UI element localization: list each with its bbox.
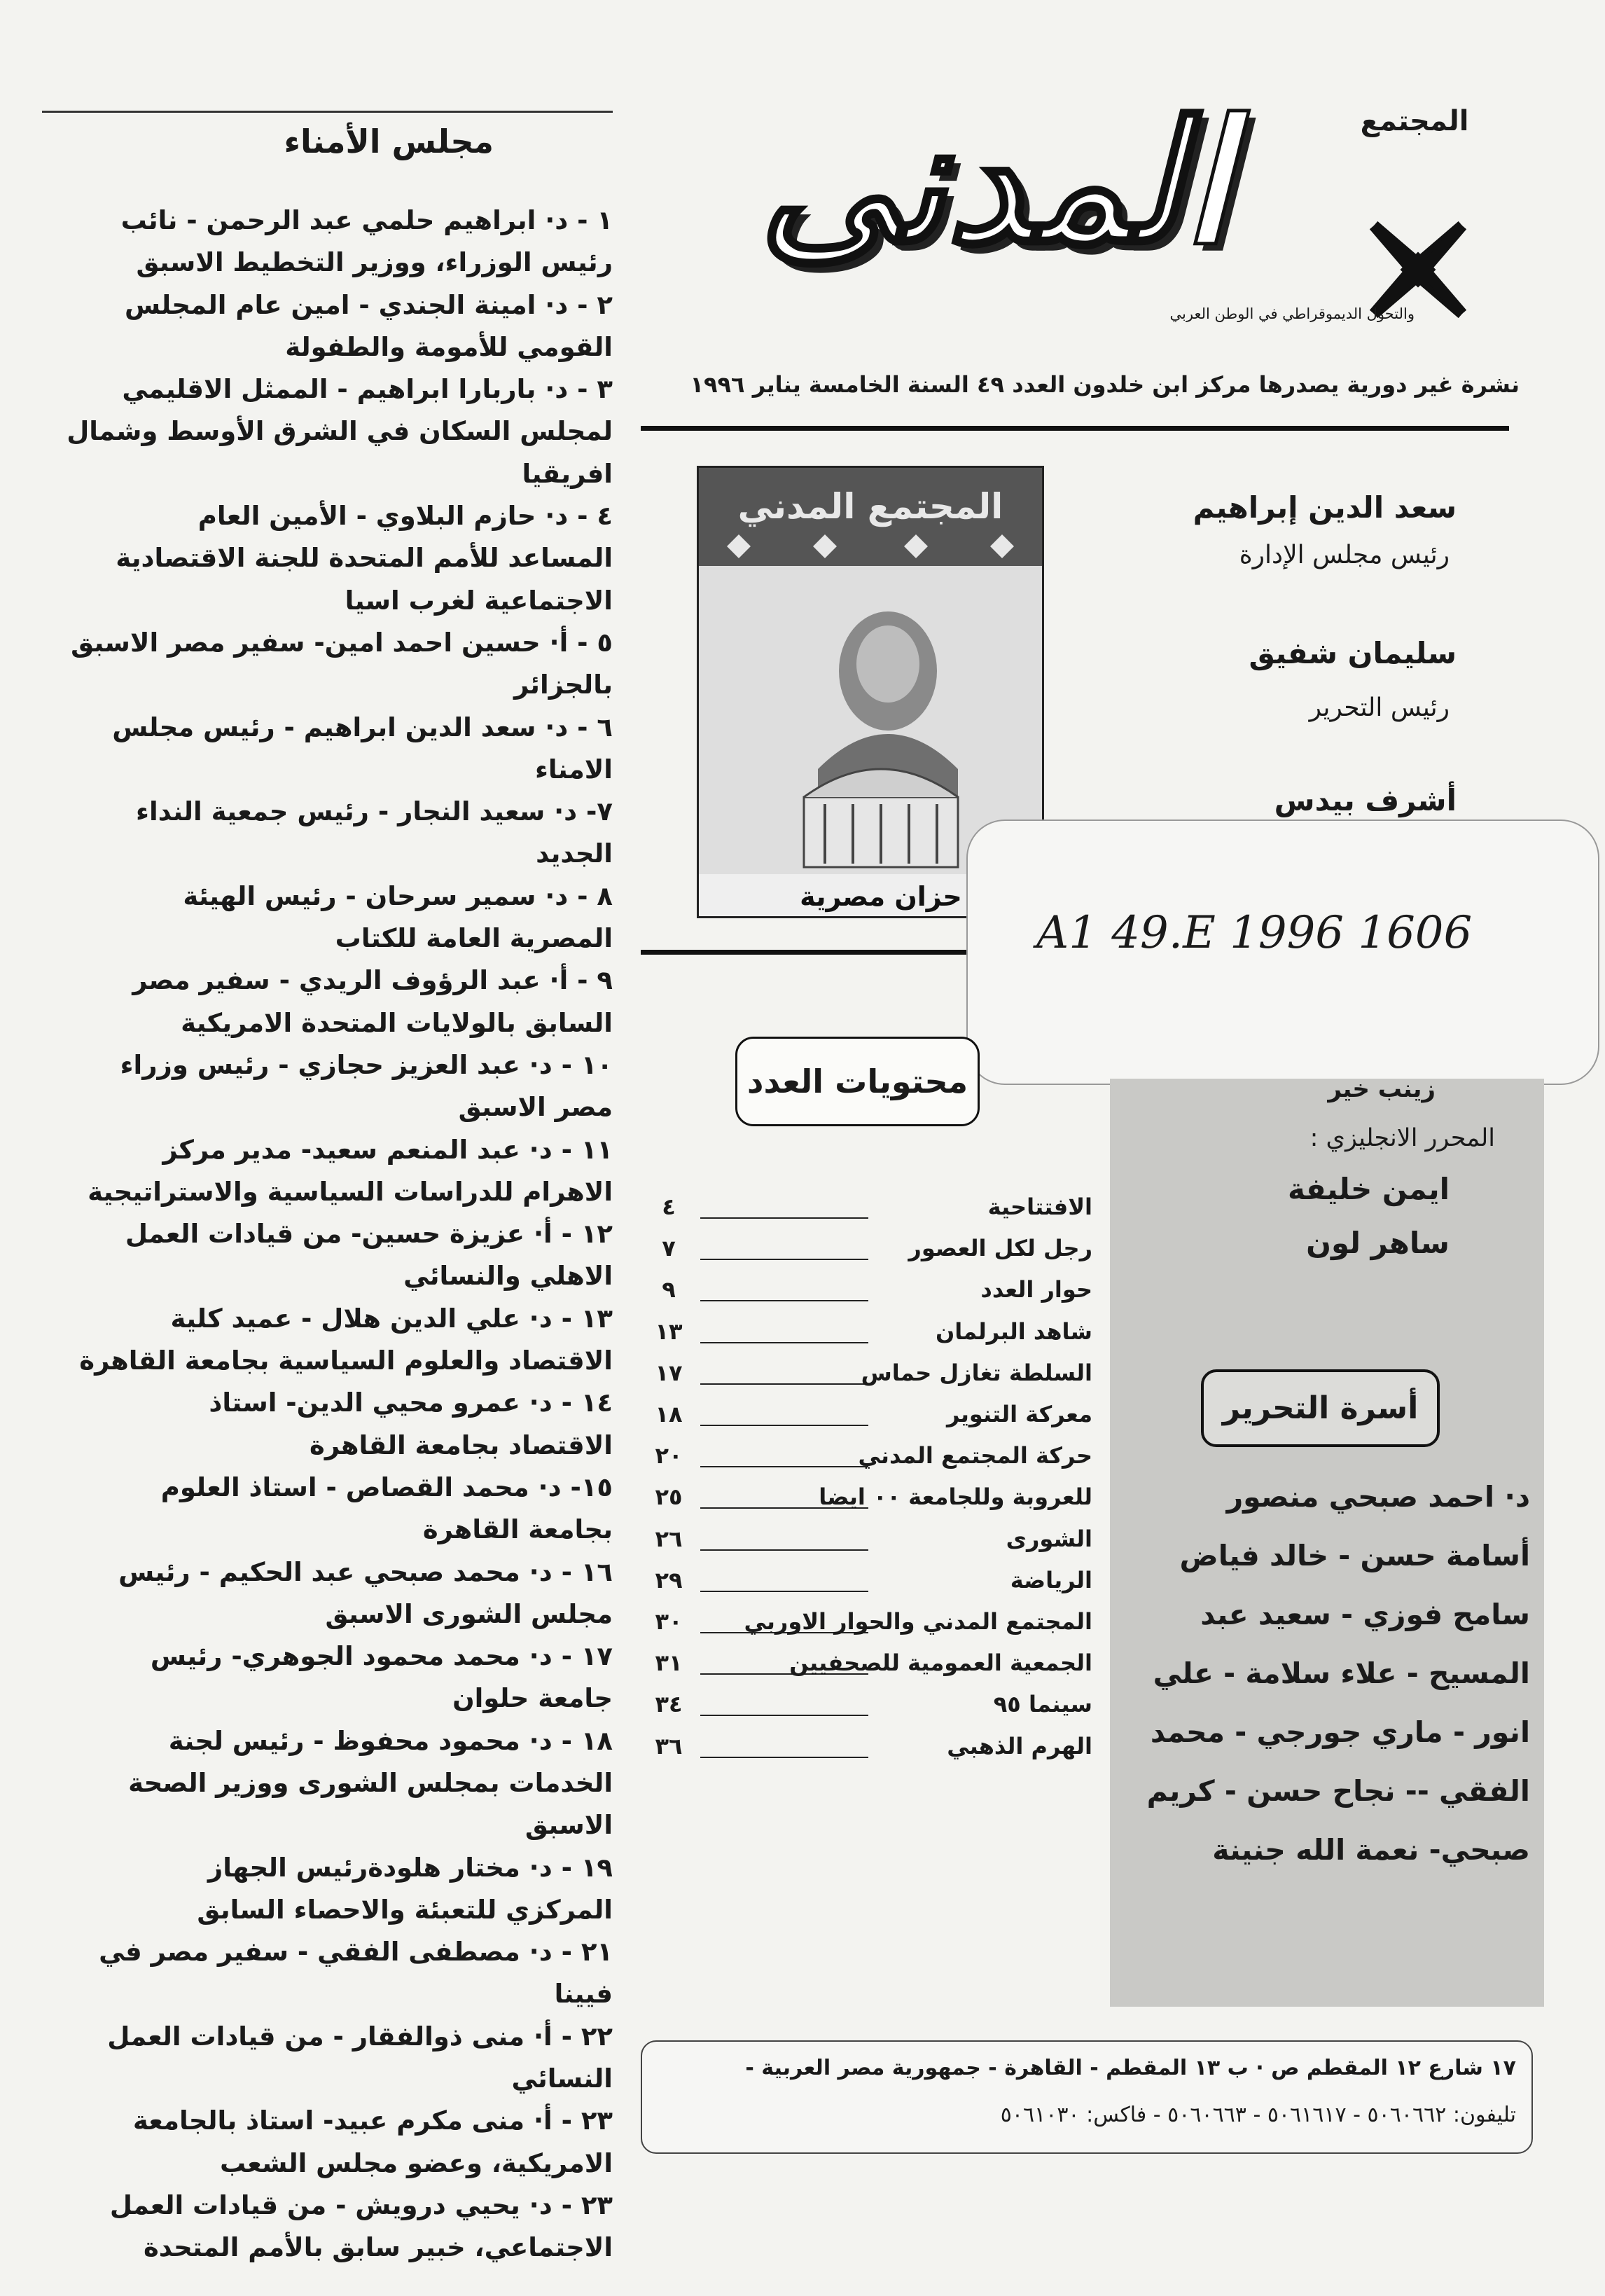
toc-item-page: ١٧ [655, 1359, 683, 1386]
editorial-family-line: الفقي -- نجاح حسن - كريم [1146, 1774, 1530, 1808]
toc-item-title: الهرم الذهبي [947, 1732, 1092, 1759]
board-member-line: ٤ - د· حازم البلاوي - الأمين العام [197, 501, 613, 532]
toc-item-title: معركة التنوير [946, 1401, 1092, 1427]
toc-item [644, 1650, 1092, 1685]
toc-item [644, 1484, 1092, 1519]
board-member-line: الاهلي والنسائي [403, 1261, 613, 1292]
phone-fax-line: تليفون: ٥٠٦٠٦٦٢ - ٥٠٦١٦١٧ - ٥٠٦٠٦٦٣ - فاكس: ٥٠٦١٠٣٠ [1000, 2103, 1516, 2127]
board-member-line: ٢١ - د· مصطفى الفقي - سفير مصر في [99, 1937, 613, 1967]
board-member-line: ٩ - أ· عبد الرؤوف الريدي - سفير مصر [132, 965, 613, 996]
toc-item-title: للعروبة وللجامعة ٠٠ ايضا [819, 1484, 1092, 1511]
board-member-line: الخدمات بمجلس الشورى ووزير الصحة الاسبق [128, 1767, 613, 1841]
board-member-line: بالجزائر [514, 670, 613, 700]
toc-item [644, 1318, 1092, 1353]
board-member-line: ١٧ - د· محمد محمود الجوهري- رئيس [150, 1641, 613, 1672]
board-member-line: المركزي للتعبئة والاحصاء السابق [197, 1894, 613, 1925]
toc-item-page: ١٣ [655, 1318, 683, 1345]
staff-name-third: أشرف بيدس [1274, 783, 1457, 817]
archive-stamp-text: A1 49.E 1996 1606 [1036, 907, 1473, 959]
board-member-line: ١٩ - د· مختار هلودةرئيس الجهاز [207, 1852, 613, 1883]
board-top-rule [42, 111, 613, 113]
board-member-line: ١٤ - د· عمرو محيي الدين- استاذ [209, 1388, 613, 1418]
staff-name-editor: سليمان شفيق [1249, 636, 1457, 670]
toc-item-title: سينما ٩٥ [993, 1691, 1092, 1718]
toc-item-page: ٤ [662, 1194, 676, 1220]
board-member-line: المصرية العامة للكتاب [335, 923, 613, 954]
board-member-line: ١٦ - د· محمد صبحي عبد الحكيم - رئيس [118, 1556, 613, 1587]
logo-tagline: والتحول الديموقراطي في الوطن العربي [1169, 305, 1415, 322]
editorial-family-line: المسيح - علاء سلامة - علي [1153, 1657, 1530, 1690]
toc-item-page: ٢٥ [655, 1484, 683, 1511]
board-member-line: ٨ - د· سمير سرحان - رئيس الهيئة [183, 880, 613, 911]
english-editor-label: المحرر الانجليزي : [1309, 1124, 1495, 1152]
toc-item-title: رجل لكل العصور [908, 1235, 1092, 1262]
board-member-line: الامناء [534, 754, 613, 784]
board-member-line: ٣ - د· باربارا ابراهيم - الممثل الاقليمي [122, 374, 613, 405]
board-member-line: ١ - د· ابراهيم حلمي عبد الرحمن - نائب [120, 205, 613, 235]
contents-title: محتويات العدد [735, 1037, 980, 1126]
toc-item-title: الجمعية العمومية للصحفيين [789, 1650, 1092, 1677]
toc-item-title: الشورى [1006, 1525, 1092, 1552]
board-member-line: رئيس الوزراء، ووزير التخطيط الاسبق [136, 247, 613, 278]
editorial-family-line: أسامة حسن - خالد فياض [1179, 1539, 1530, 1572]
toc-item-page: ٣٠ [655, 1608, 683, 1635]
board-member-line: الامريكية، وعضو مجلس الشعب [220, 2148, 613, 2178]
board-member-line: الجديد [536, 838, 613, 869]
logo-top-word: المجتمع [1360, 105, 1469, 137]
masthead-rule [641, 426, 1509, 431]
board-member-line: ٥ - أ· حسين احمد امين- سفير مصر الاسبق [71, 627, 613, 658]
toc-item-title: الافتتاحية [987, 1194, 1092, 1220]
board-member-line: ٢٣ - أ· منى مكرم عبيد- استاذ بالجامعة [132, 2105, 613, 2136]
english-editor-1: ايمن خليفة [1288, 1172, 1450, 1206]
toc-item-page: ٣٤ [655, 1691, 683, 1718]
board-member-line: ١٥- د· محمد القصاص - استاذ العلوم [160, 1472, 613, 1502]
board-member-line: افريقيا [522, 458, 613, 489]
board-member-line: المساعد للأمم المتحدة للجنة الاقتصادية [116, 543, 613, 574]
board-member-line: لمجلس السكان في الشرق الأوسط وشمال [67, 416, 613, 447]
staff-name-chairman: سعد الدين إبراهيم [1193, 490, 1457, 525]
board-member-line: ٦ - د· سعد الدين ابراهيم - رئيس مجلس [112, 712, 613, 742]
toc-item-page: ٩ [662, 1276, 676, 1303]
cover-masthead-text: المجتمع المدني [737, 486, 1003, 527]
editorial-family-list [1117, 1467, 1530, 1879]
board-member-line: مجلس الشورى الاسبق [325, 1598, 613, 1629]
board-member-line: الاقتصاد بجامعة القاهرة [310, 1430, 613, 1460]
board-member-line: ١٨ - د· محمود محفوظ - رئيس لجنة [168, 1725, 613, 1756]
board-member-line: ٢٢ - أ· منى ذوالفقار - من قيادات العمل [107, 2021, 613, 2052]
toc-item-title: حركة المجتمع المدني [858, 1442, 1092, 1469]
board-member-line: ١٠ - د· عبد العزيز حجازي - رئيس وزراء [120, 1049, 613, 1080]
board-member-line: فيينا [554, 1979, 613, 2010]
board-members-list [35, 200, 613, 2269]
board-member-line: جامعة حلوان [452, 1683, 613, 1714]
board-member-line: القومي للأمومة والطفولة [285, 331, 613, 362]
editorial-family-line: انور - ماري جورجي - محمد [1150, 1715, 1530, 1749]
board-member-line: الاهرام للدراسات السياسية والاستراتيجية [88, 1176, 613, 1207]
toc-item [644, 1194, 1092, 1229]
toc-item [644, 1360, 1092, 1395]
board-member-line: السابق بالولايات المتحدة الامريكية [181, 1007, 613, 1038]
editorial-partial-name: زينب خير [1328, 1082, 1436, 1103]
toc-item-page: ٧ [662, 1235, 676, 1262]
board-member-line: الاجتماعي، خبير سابق بالأمم المتحدة [143, 2232, 613, 2263]
toc-item-title: حوار العدد [980, 1276, 1092, 1303]
toc-item [644, 1608, 1092, 1643]
editorial-family-title: أسرة التحرير [1201, 1369, 1440, 1447]
editorial-family-line: سامح فوزي - سعيد عبد [1200, 1598, 1530, 1631]
board-title: مجلس الأمناء [284, 123, 494, 160]
toc-item-title: شاهد البرلمان [935, 1318, 1092, 1345]
toc-item [644, 1733, 1092, 1768]
toc-item [644, 1442, 1092, 1477]
board-member-line: ١٢ - أ· عزيزة حسين- من قيادات العمل [125, 1219, 613, 1250]
toc-item [644, 1235, 1092, 1270]
english-editor-2: ساهر لون [1306, 1226, 1450, 1260]
issue-info: نشرة غير دورية يصدرها مركز ابن خلدون العدد ٤٩ السنة الخامسة يناير ١٩٩٦ [690, 371, 1520, 398]
toc-item-page: ١٨ [655, 1401, 683, 1427]
toc-item-page: ٢٠ [655, 1442, 683, 1469]
toc-item-title: المجتمع المدني والحوار الاوربي [744, 1608, 1092, 1635]
toc-item-title: الرياضة [1010, 1566, 1092, 1593]
address-line: ١٧ شارع ١٢ المقطم ص · ب ١٣ المقطم - القاهرة - جمهورية مصر العربية - [745, 2056, 1516, 2080]
board-member-line: بجامعة القاهرة [422, 1514, 613, 1545]
staff-role-editor: رئيس التحرير [1309, 693, 1450, 722]
editorial-family-line: د· احمد صبحي منصور [1226, 1480, 1530, 1514]
toc-item-page: ٢٦ [655, 1525, 683, 1552]
board-member-line: النسائي [511, 2063, 613, 2094]
toc-item-page: ٣١ [655, 1650, 683, 1677]
toc-item [644, 1691, 1092, 1726]
toc-item-title: السلطة تغازل حماس [861, 1359, 1092, 1386]
board-member-line: الاجتماعية لغرب اسيا [345, 585, 613, 616]
toc-item [644, 1276, 1092, 1311]
cover-caption-text: حزان مصرية [800, 881, 962, 912]
board-member-line: ٧- د· سعيد النجار - رئيس جمعية النداء [136, 796, 613, 827]
logo-main-word: المدنى [759, 83, 1230, 281]
staff-role-chairman: رئيس مجلس الإدارة [1239, 541, 1450, 569]
toc-item [644, 1526, 1092, 1561]
board-member-line: ١١ - د· عبد المنعم سعيد- مدير مركز [162, 1134, 613, 1165]
board-member-line: الاقتصاد والعلوم السياسية بجامعة القاهرة [79, 1346, 613, 1376]
board-member-line: ١٣ - د· علي الدين هلال - عميد كلية [170, 1303, 613, 1334]
toc-item [644, 1567, 1092, 1602]
board-member-line: ٢ - د· امينة الجندي - امين عام المجلس [125, 289, 613, 320]
board-member-line: مصر الاسبق [458, 1092, 613, 1123]
board-member-line: ٢٣ - د· يحيي درويش - من قيادات العمل [109, 2190, 613, 2220]
toc-item-page: ٣٦ [655, 1732, 683, 1759]
editorial-family-line: صبحي- نعمة الله جنينة [1212, 1833, 1530, 1867]
toc-item-page: ٢٩ [655, 1566, 683, 1593]
toc-item [644, 1401, 1092, 1436]
